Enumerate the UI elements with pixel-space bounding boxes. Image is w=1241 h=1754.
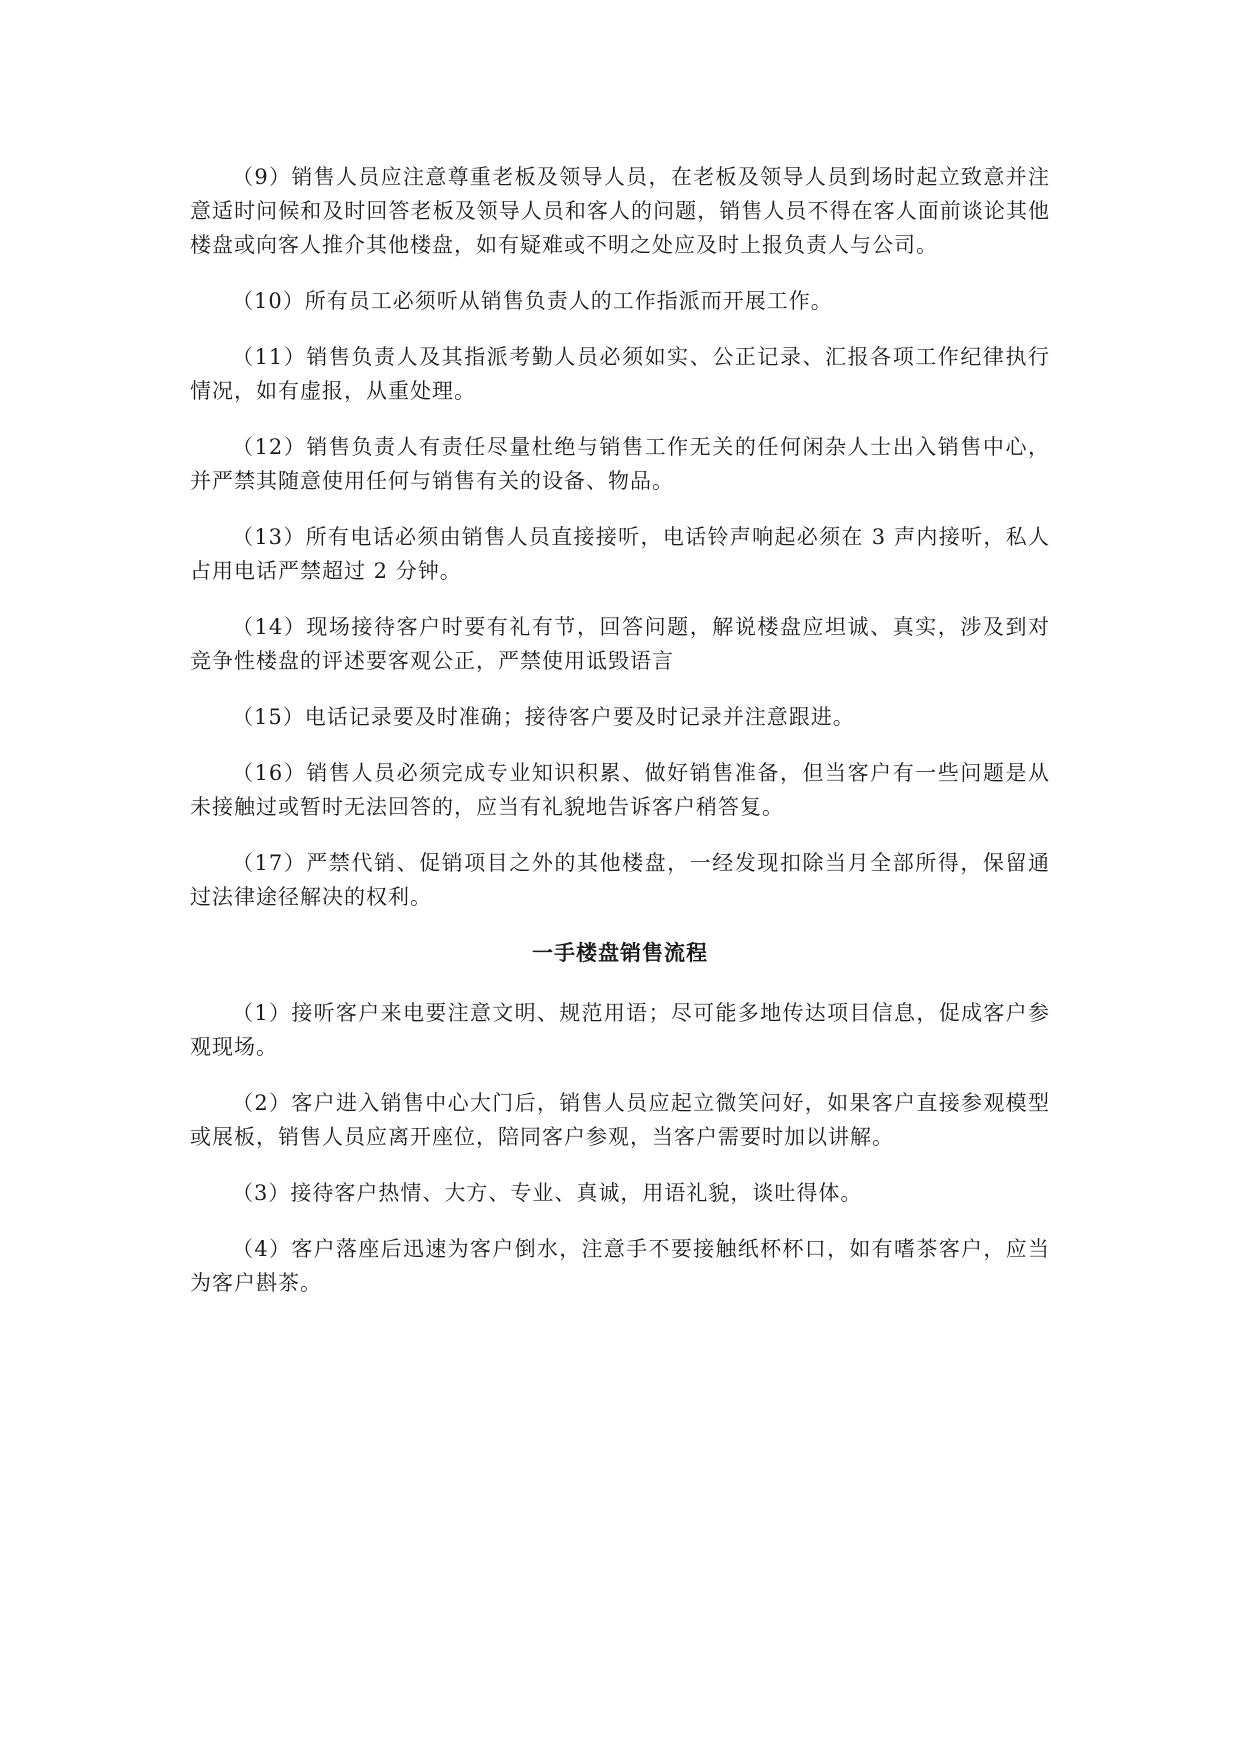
- document-body: [190, 160, 1050, 1322]
- paragraph-rule-16: （16）销售人员必须完成专业知识积累、做好销售准备，但当客户有一些问题是从未接触过或暂时无法回答的，应当有礼貌地告诉客户稍答复。: [190, 761, 1050, 819]
- paragraph-rule-12: （12）销售负责人有责任尽量杜绝与销售工作无关的任何闲杂人士出入销售中心，并严禁其随意使用任何与销售有关的设备、物品。: [190, 435, 1050, 493]
- paragraph-rule-13: （13）所有电话必须由销售人员直接接听，电话铃声响起必须在 3 声内接听，私人占用电话严禁超过 2 分钟。: [190, 525, 1050, 583]
- paragraph-process-3: （3）接待客户热情、大方、专业、真诚，用语礼貌，谈吐得体。: [232, 1181, 863, 1205]
- paragraph-rule-10: （10）所有员工必须听从销售负责人的工作指派而开展工作。: [232, 289, 833, 313]
- section-title: 一手楼盘销售流程: [532, 941, 708, 965]
- paragraph-rule-9: （9）销售人员应注意尊重老板及领导人员，在老板及领导人员到场时起立致意并注意适时问候和及时回答老板及领导人员和客人的问题，销售人员不得在客人面前谈论其他楼盘或向客人推介其他楼盘，如有疑难或不明之处应及时上报负责人与公司。: [190, 165, 1050, 257]
- paragraph-rule-14: （14）现场接待客户时要有礼有节，回答问题，解说楼盘应坦诚、真实，涉及到对竞争性楼盘的评述要客观公正，严禁使用诋毁语言: [190, 615, 1050, 673]
- paragraph-process-1: （1）接听客户来电要注意文明、规范用语；尽可能多地传达项目信息，促成客户参观现场。: [190, 1001, 1050, 1059]
- paragraph-rule-11: （11）销售负责人及其指派考勤人员必须如实、公正记录、汇报各项工作纪律执行情况，如有虚报，从重处理。: [190, 345, 1050, 403]
- paragraph-process-4: （4）客户落座后迅速为客户倒水，注意手不要接触纸杯杯口，如有嗜茶客户，应当为客户斟茶。: [190, 1237, 1050, 1295]
- paragraph-rule-15: （15）电话记录要及时准确；接待客户要及时记录并注意跟进。: [232, 705, 855, 729]
- paragraph-process-2: （2）客户进入销售中心大门后，销售人员应起立微笑问好，如果客户直接参观模型或展板，销售人员应离开座位，陪同客户参观，当客户需要时加以讲解。: [190, 1091, 1050, 1149]
- paragraph-rule-17: （17）严禁代销、促销项目之外的其他楼盘，一经发现扣除当月全部所得，保留通过法律途径解决的权利。: [190, 851, 1050, 909]
